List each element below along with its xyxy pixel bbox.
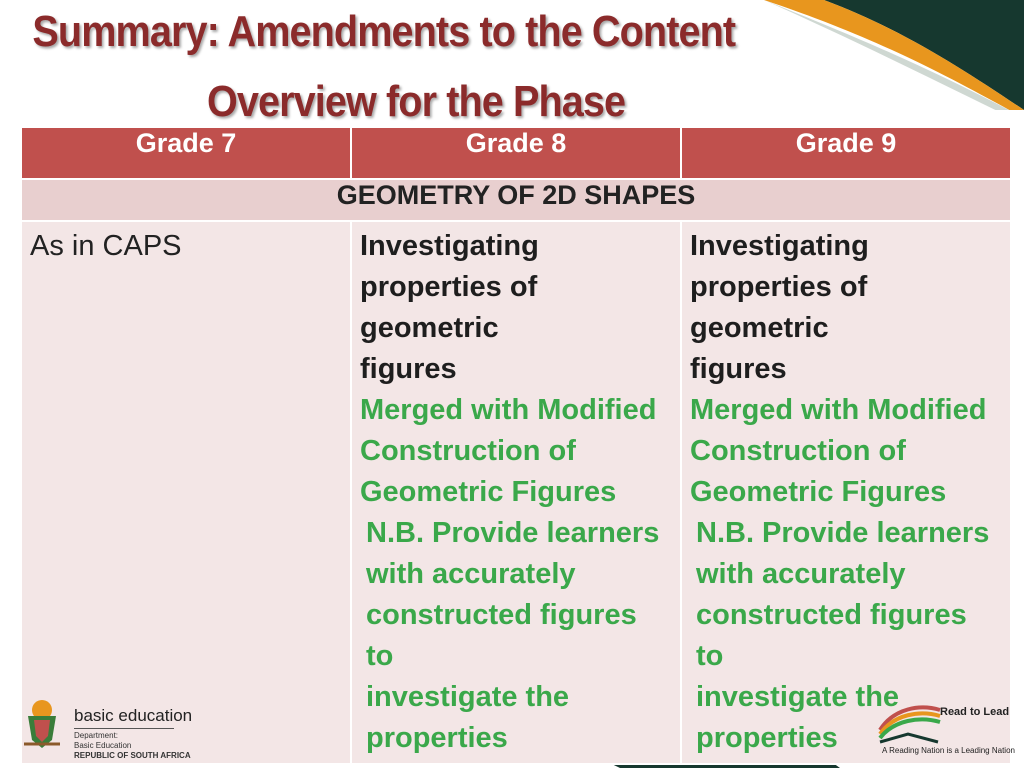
- grade-9-cell: [681, 221, 1011, 764]
- grade-9-nb-5: properties: [696, 722, 838, 754]
- grade-9-topic-2: properties of geometric: [690, 271, 868, 344]
- grade-8-nb-1: N.B. Provide learners: [366, 517, 660, 549]
- read-to-lead-tagline: A Reading Nation is a Leading Nation: [882, 746, 1015, 755]
- grade-8-topic-3: figures: [360, 353, 457, 385]
- amendments-table: [20, 126, 1012, 765]
- read-to-lead-title: Read to Lead: [940, 706, 1010, 718]
- slide-title: [0, 0, 837, 134]
- read-to-lead-book-icon: [874, 700, 944, 746]
- department-label: [74, 706, 192, 761]
- grade-8-nb-5: properties: [366, 722, 508, 754]
- grade-9-nb-2: with accurately: [696, 558, 906, 590]
- grade-8-topic-2: properties of geometric: [360, 271, 538, 344]
- grade-8-nb-3: constructed figures to: [366, 599, 637, 672]
- grade-8-nb-4: investigate the: [366, 681, 570, 713]
- section-title: GEOMETRY OF 2D SHAPES: [21, 179, 1011, 221]
- grade-8-merge-3: Geometric Figures: [360, 476, 617, 508]
- grade-9-merge-3: Geometric Figures: [690, 476, 947, 508]
- department-line-3: REPUBLIC OF SOUTH AFRICA: [74, 751, 191, 760]
- grade-8-nb-2: with accurately: [366, 558, 576, 590]
- grade-7-text: As in CAPS: [30, 230, 182, 262]
- grade-9-merge-1: Merged with Modified: [690, 394, 987, 426]
- grade-8-topic-1: Investigating: [360, 230, 539, 262]
- department-title: basic education: [74, 706, 193, 725]
- department-line-1: Department:: [74, 731, 119, 740]
- content-row: [21, 221, 1011, 764]
- grade-9-nb-4: investigate the: [696, 681, 900, 713]
- grade-9-nb-1: N.B. Provide learners: [696, 517, 990, 549]
- grade-9-topic-1: Investigating: [690, 230, 869, 262]
- title-line-1: Summary: Amendments to the Content: [32, 7, 736, 56]
- grade-9-nb-3: constructed figures to: [696, 599, 967, 672]
- grade-8-merge-1: Merged with Modified: [360, 394, 657, 426]
- grade-9-merge-2: Construction of: [690, 435, 906, 467]
- department-line-2: Basic Education: [74, 741, 132, 750]
- grade-8-merge-2: Construction of: [360, 435, 576, 467]
- header-grade-8: Grade 8: [351, 127, 681, 179]
- title-line-2: Overview for the Phase: [207, 77, 626, 126]
- header-row: [21, 127, 1011, 179]
- header-grade-9: Grade 9: [681, 127, 1011, 179]
- header-grade-7: Grade 7: [21, 127, 351, 179]
- grade-9-topic-3: figures: [690, 353, 787, 385]
- grade-7-cell: [21, 221, 351, 764]
- grade-8-cell: [351, 221, 681, 764]
- coat-of-arms-icon: [18, 696, 66, 752]
- section-row: [21, 179, 1011, 221]
